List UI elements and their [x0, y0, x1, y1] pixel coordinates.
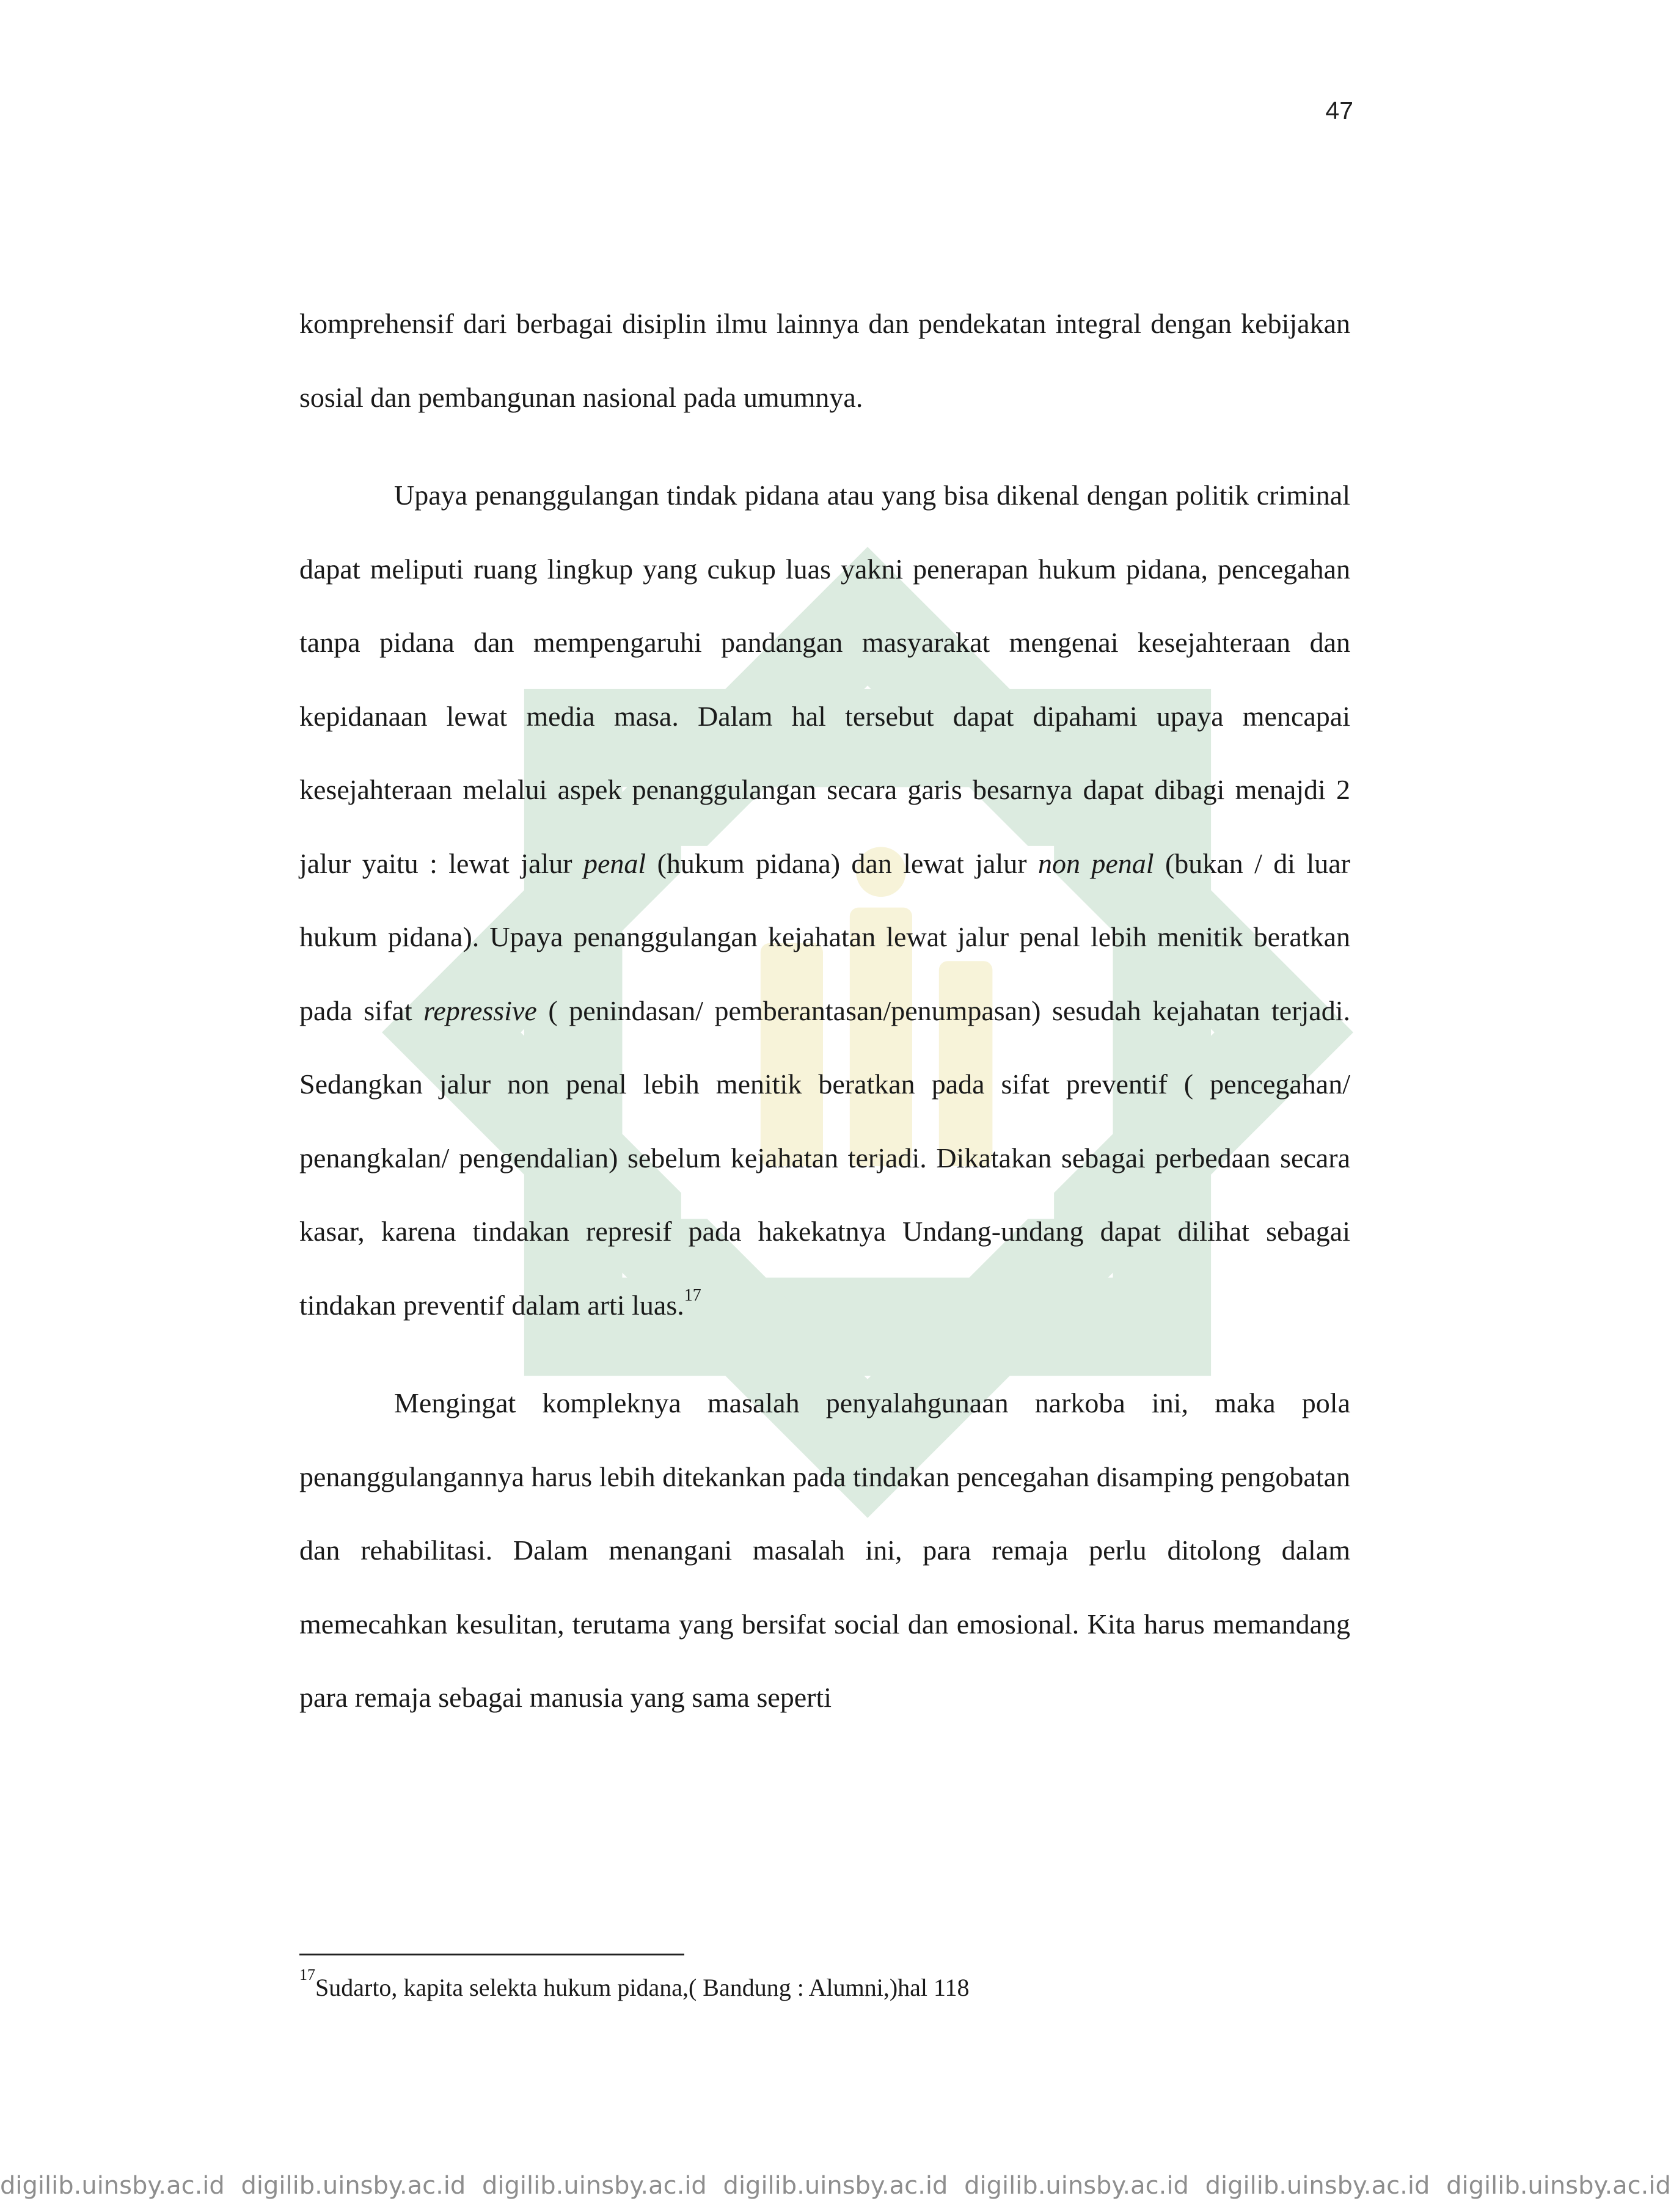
paragraph-text: Mengingat kompleknya masalah penyalahgunaan narkoba ini, maka pola penanggulangannya harus lebih ditekankan pada tindakan pencegahan disamping pengobatan dan rehabilitasi. Dalam menangani masalah ini, para remaja perlu ditolong dalam memecahkan kesulitan, terutama yang bersifat social dan emosional. Kita harus memandang para remaja sebagai manusia yang sama seperti	[299, 1387, 1350, 1713]
footer-link-text: digilib.uinsby.ac.id	[0, 2172, 225, 2200]
footer-link-text: digilib.uinsby.ac.id	[241, 2172, 466, 2200]
footer-link-text: digilib.uinsby.ac.id	[964, 2172, 1189, 2200]
footnote-divider	[299, 1954, 684, 1955]
paragraph	[299, 287, 1350, 434]
footnote-reference: 17	[684, 1285, 701, 1305]
footnote-text: Sudarto, kapita selekta hukum pidana,( Bandung : Alumni,)hal 118	[315, 1974, 970, 2001]
italic-term: non penal	[1037, 847, 1154, 879]
paragraph-text: (bukan / di luar hukum pidana). Upaya penanggulangan kejahatan lewat jalur penal lebih menitik beratkan pada sifat	[299, 847, 1351, 1026]
paragraph	[299, 459, 1350, 1342]
paragraph-text: (hukum pidana) dan lewat jalur	[646, 847, 1038, 879]
footer-link-text: digilib.uinsby.ac.id	[1205, 2172, 1430, 2200]
footnote	[299, 1966, 970, 2002]
paragraph-text: komprehensif dari berbagai disiplin ilmu lainnya dan pendekatan integral dengan kebijakan sosial dan pembangunan nasional pada umumnya.	[299, 308, 1350, 413]
body-text	[299, 287, 1350, 1735]
paragraph-text: ( penindasan/ pemberantasan/penumpasan) sesudah kejahatan terjadi. Sedangkan jalur non penal lebih menitik beratkan pada sifat preventif ( pencegahan/ penangkalan/ pengendalian) sebelum kejahatan terjadi. Dikatakan sebagai perbedaan secara kasar, karena tindakan represif pada hakekatnya Undang-undang dapat dilihat sebagai tindakan preventif dalam arti luas.	[299, 995, 1350, 1321]
footer-link-text: digilib.uinsby.ac.id	[723, 2172, 948, 2200]
footer-watermark	[0, 2172, 1671, 2200]
footer-link-text: digilib.uinsby.ac.id	[482, 2172, 707, 2200]
page-number: 47	[1325, 97, 1353, 125]
italic-term: penal	[583, 847, 646, 879]
paragraph	[299, 1367, 1350, 1735]
footnote-mark: 17	[299, 1966, 315, 1984]
footer-link-text: digilib.uinsby.ac.id	[1446, 2172, 1671, 2200]
paragraph-text: Upaya penanggulangan tindak pidana atau yang bisa dikenal dengan politik criminal dapat meliputi ruang lingkup yang cukup luas yakni penerapan hukum pidana, pencegahan tanpa pidana dan mempengaruhi pandangan masyarakat mengenai kesejahteraan dan kepidanaan lewat media masa. Dalam hal tersebut dapat dipahami upaya mencapai kesejahteraan melalui aspek penanggulangan secara garis besarnya dapat dibagi menajdi 2 jalur yaitu : lewat jalur	[299, 480, 1350, 879]
italic-term: repressive	[423, 995, 537, 1026]
